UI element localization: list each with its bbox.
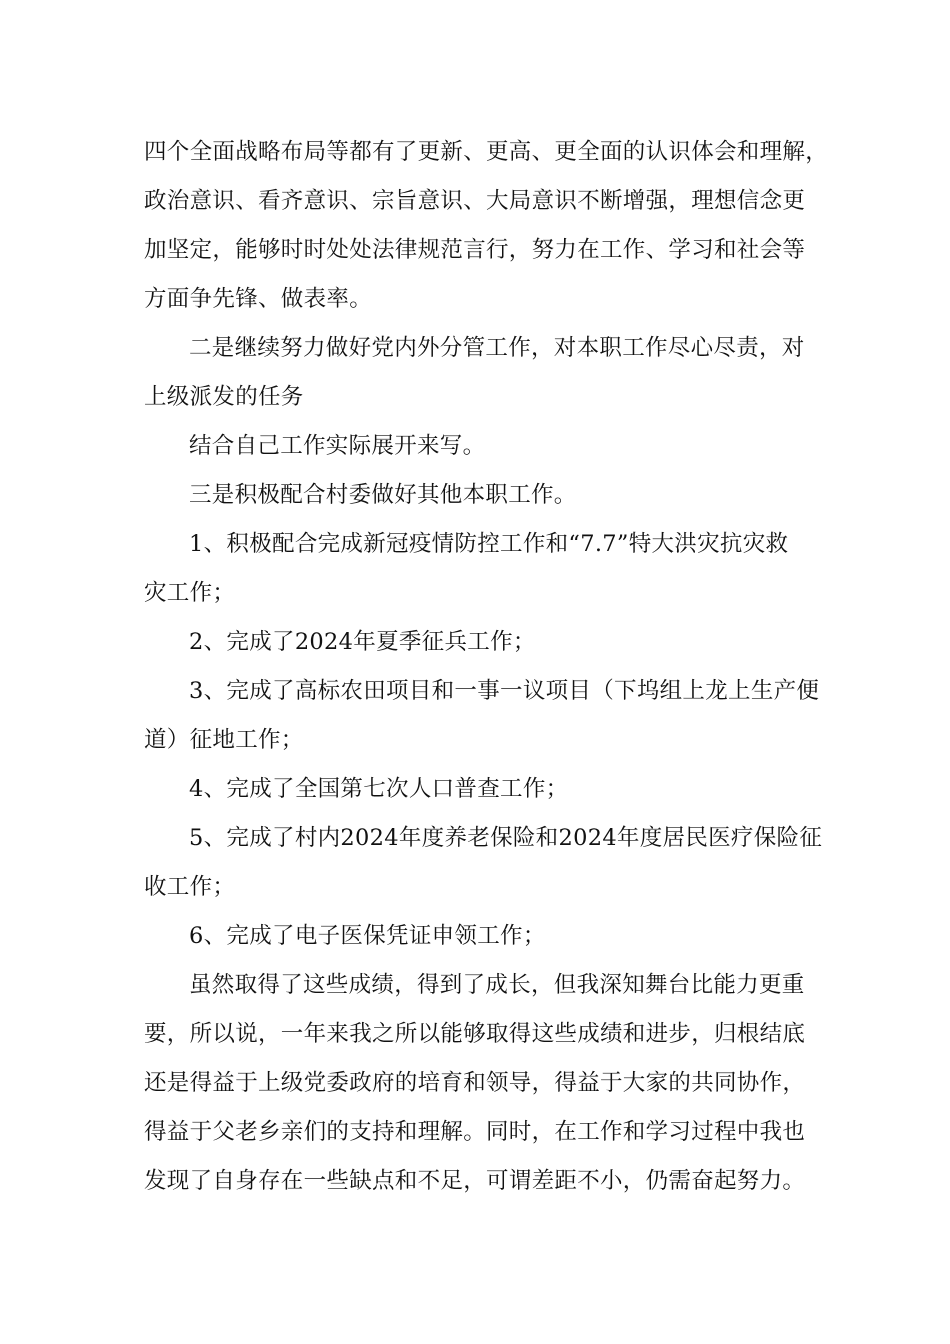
text-line: 要，所以说，一年来我之所以能够取得这些成绩和进步，归根结底 [144, 1021, 806, 1047]
text-line: 4、完成了全国第七次人口普查工作； [189, 776, 569, 802]
list-item-5 [144, 814, 823, 912]
text-line: 还是得益于上级党委政府的培育和领导，得益于大家的共同协作， [144, 1070, 806, 1096]
text-line: 虽然取得了这些成绩，得到了成长，但我深知舞台比能力更重 [189, 972, 805, 998]
text-line: 加坚定，能够时时处处法律规范言行，努力在工作、学习和社会等 [144, 237, 806, 263]
text-line: 道）征地工作； [144, 727, 304, 753]
text-line: 3、完成了高标农田项目和一事一议项目（下坞组上龙上生产便 [189, 678, 820, 704]
paragraph-point-two [144, 324, 808, 422]
text-line: 6、完成了电子医保凭证申领工作； [189, 923, 546, 949]
text-line: 结合自己工作实际展开来写。 [189, 433, 486, 459]
text-line: 发现了自身存在一些缺点和不足，可谓差距不小，仍需奋起努力。 [144, 1168, 806, 1194]
text-line: 得益于父老乡亲们的支持和理解。同时，在工作和学习过程中我也 [144, 1119, 806, 1145]
text-line: 1、积极配合完成新冠疫情防控工作和“7.7”特大洪灾抗灾救 [189, 531, 789, 557]
text-line: 政治意识、看齐意识、宗旨意识、大局意识不断增强，理想信念更 [144, 188, 806, 214]
paragraph-writing-note [144, 422, 808, 471]
text-line: 5、完成了村内2024年度养老保险和2024年度居民医疗保险征 [189, 825, 823, 851]
text-line: 四个全面战略布局等都有了更新、更高、更全面的认识体会和理解， [144, 139, 829, 165]
paragraph-point-three [144, 471, 808, 520]
paragraph-reflection [144, 961, 808, 1206]
text-line: 二是继续努力做好党内外分管工作，对本职工作尽心尽责，对 [189, 335, 805, 361]
list-item-3 [144, 667, 820, 765]
text-line: 2、完成了2024年夏季征兵工作； [189, 629, 536, 655]
list-item-6 [144, 912, 808, 961]
list-item-2 [144, 618, 808, 667]
text-line: 灾工作； [144, 580, 236, 606]
paragraph-overall-awareness [144, 128, 829, 324]
list-item-1 [144, 520, 808, 618]
text-line: 上级派发的任务 [144, 384, 304, 410]
text-line: 收工作； [144, 874, 236, 900]
text-line: 三是积极配合村委做好其他本职工作。 [189, 482, 577, 508]
text-line: 方面争先锋、做表率。 [144, 286, 373, 312]
document-body [144, 128, 829, 1206]
list-item-4 [144, 765, 808, 814]
